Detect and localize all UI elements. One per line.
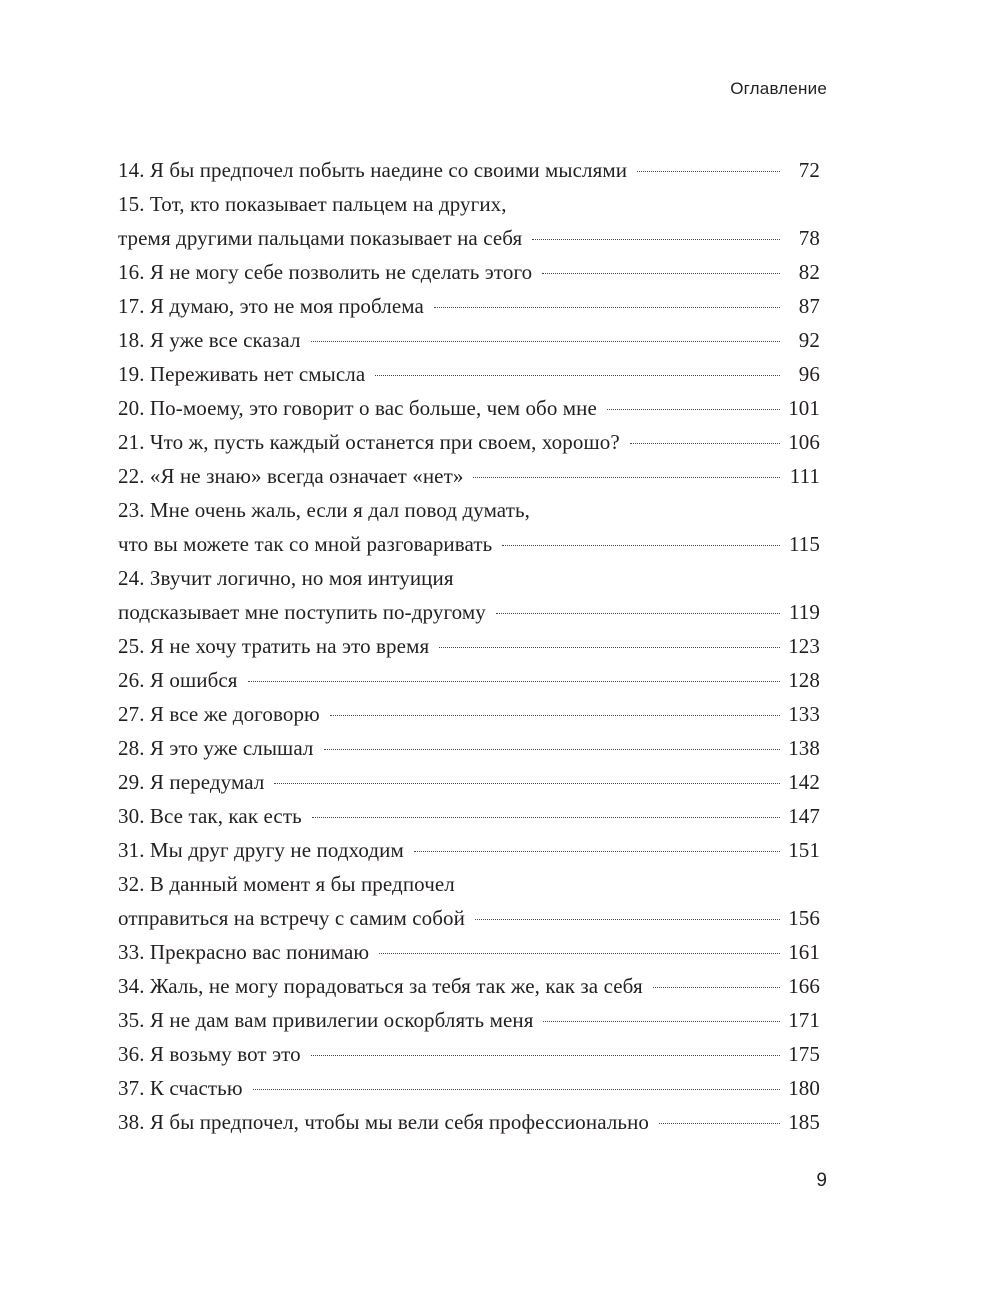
toc-entry-page: 133 — [788, 702, 820, 726]
toc-entry — [118, 867, 820, 935]
toc-entry-line — [118, 1105, 820, 1139]
toc-entry-line — [118, 1037, 820, 1071]
toc-entry — [118, 391, 820, 425]
toc-entry — [118, 561, 820, 629]
toc-entry — [118, 629, 820, 663]
toc-entry — [118, 357, 820, 391]
toc-entry — [118, 459, 820, 493]
toc-entry-page: 138 — [788, 736, 820, 760]
toc-entry-line — [118, 289, 820, 323]
toc-entry-page: 106 — [788, 430, 820, 454]
dot-leader — [653, 987, 780, 988]
dot-leader — [532, 239, 780, 240]
dot-leader — [248, 681, 780, 682]
toc-entry-page: 147 — [788, 804, 820, 828]
toc-entry-title: 16. Я не могу себе позволить не сделать этого — [118, 260, 533, 284]
dot-leader — [502, 545, 780, 546]
toc-entry-page: 82 — [798, 260, 820, 284]
running-head: Оглавление — [730, 79, 827, 98]
toc-entry-line — [118, 255, 820, 289]
toc-entry — [118, 765, 820, 799]
toc-entry-page: 142 — [788, 770, 820, 794]
toc-entry-title: 20. По-моему, это говорит о вас больше, чем обо мне — [118, 396, 597, 420]
toc-entry — [118, 1071, 820, 1105]
toc-entry — [118, 323, 820, 357]
dot-leader — [274, 783, 780, 784]
dot-leader — [607, 409, 780, 410]
dot-leader — [414, 851, 780, 852]
toc-entry-page: 115 — [788, 532, 820, 556]
toc-entry-line — [118, 969, 820, 1003]
dot-leader — [543, 1021, 780, 1022]
toc-entry — [118, 731, 820, 765]
toc-entry-title: что вы можете так со мной разговаривать — [118, 532, 493, 556]
toc-entry-line — [118, 663, 820, 697]
toc-entry-line — [118, 833, 820, 867]
dot-leader — [311, 341, 780, 342]
toc-entry-page: 185 — [788, 1110, 820, 1134]
toc-entry-title: 37. К счастью — [118, 1076, 243, 1100]
toc-entry-line — [118, 527, 820, 561]
toc-entry-title: 36. Я возьму вот это — [118, 1042, 301, 1066]
toc-entry-title: отправиться на встречу с самим собой — [118, 906, 465, 930]
dot-leader — [542, 273, 780, 274]
toc-entry-title: 29. Я передумал — [118, 770, 265, 794]
table-of-contents — [118, 153, 820, 1139]
dot-leader — [473, 477, 780, 478]
toc-entry — [118, 187, 820, 255]
toc-entry — [118, 425, 820, 459]
toc-entry-line — [118, 323, 820, 357]
toc-entry-line — [118, 153, 820, 187]
toc-entry-line — [118, 187, 820, 221]
toc-entry-page: 156 — [788, 906, 820, 930]
toc-entry-line — [118, 459, 820, 493]
toc-entry-title: 32. В данный момент я бы предпочел — [118, 872, 455, 896]
toc-entry-line — [118, 391, 820, 425]
toc-entry-title: 18. Я уже все сказал — [118, 328, 301, 352]
dot-leader — [630, 443, 780, 444]
toc-entry — [118, 1003, 820, 1037]
toc-entry-title: 14. Я бы предпочел побыть наедине со своими мыслями — [118, 158, 628, 182]
dot-leader — [330, 715, 780, 716]
dot-leader — [253, 1089, 780, 1090]
toc-entry-line — [118, 731, 820, 765]
toc-entry — [118, 663, 820, 697]
toc-entry — [118, 493, 820, 561]
toc-entry-title: 22. «Я не знаю» всегда означает «нет» — [118, 464, 464, 488]
toc-entry — [118, 255, 820, 289]
dot-leader — [475, 919, 780, 920]
toc-entry-line — [118, 697, 820, 731]
dot-leader — [637, 171, 780, 172]
toc-entry-line — [118, 867, 820, 901]
toc-entry-page: 166 — [788, 974, 820, 998]
toc-entry-line — [118, 765, 820, 799]
dot-leader — [324, 749, 780, 750]
toc-entry-line — [118, 357, 820, 391]
toc-entry-title: 34. Жаль, не могу порадоваться за тебя так же, как за себя — [118, 974, 643, 998]
toc-entry-title: 30. Все так, как есть — [118, 804, 302, 828]
dot-leader — [496, 613, 780, 614]
toc-entry-line — [118, 901, 820, 935]
toc-entry-page: 171 — [788, 1008, 820, 1032]
toc-entry-title: 17. Я думаю, это не моя проблема — [118, 294, 424, 318]
toc-entry-line — [118, 221, 820, 255]
toc-entry — [118, 799, 820, 833]
dot-leader — [659, 1123, 780, 1124]
toc-entry-page: 123 — [788, 634, 820, 658]
toc-entry-title: 27. Я все же договорю — [118, 702, 320, 726]
toc-entry-title: 38. Я бы предпочел, чтобы мы вели себя профессионально — [118, 1110, 650, 1134]
toc-entry-line — [118, 935, 820, 969]
toc-entry-page: 128 — [788, 668, 820, 692]
toc-entry-page: 72 — [798, 158, 820, 182]
toc-entry-page: 111 — [789, 464, 820, 488]
toc-entry-title: 21. Что ж, пусть каждый останется при своем, хорошо? — [118, 430, 620, 454]
toc-entry-title: 23. Мне очень жаль, если я дал повод думать, — [118, 498, 530, 522]
toc-entry-page: 78 — [798, 226, 820, 250]
toc-entry-line — [118, 1071, 820, 1105]
dot-leader — [434, 307, 780, 308]
toc-entry-title: 28. Я это уже слышал — [118, 736, 314, 760]
toc-entry-page: 96 — [798, 362, 820, 386]
dot-leader — [312, 817, 780, 818]
toc-entry-page: 92 — [798, 328, 820, 352]
dot-leader — [379, 953, 780, 954]
toc-entry-title: 35. Я не дам вам привилегии оскорблять меня — [118, 1008, 534, 1032]
toc-entry-page: 175 — [788, 1042, 820, 1066]
page-number: 9 — [816, 1170, 827, 1191]
toc-entry-line — [118, 425, 820, 459]
toc-entry-line — [118, 1003, 820, 1037]
toc-entry-line — [118, 561, 820, 595]
toc-entry-line — [118, 595, 820, 629]
dot-leader — [311, 1055, 780, 1056]
toc-entry-title: подсказывает мне поступить по-другому — [118, 600, 486, 624]
dot-leader — [375, 375, 780, 376]
toc-entry-line — [118, 629, 820, 663]
toc-entry — [118, 833, 820, 867]
toc-entry-title: 24. Звучит логично, но моя интуиция — [118, 566, 454, 590]
toc-entry-title: тремя другими пальцами показывает на себя — [118, 226, 523, 250]
toc-entry-title: 26. Я ошибся — [118, 668, 238, 692]
toc-entry-title: 31. Мы друг другу не подходим — [118, 838, 404, 862]
toc-entry — [118, 1037, 820, 1071]
toc-entry-page: 101 — [788, 396, 820, 420]
toc-entry-line — [118, 493, 820, 527]
toc-entry-page: 180 — [788, 1076, 820, 1100]
toc-entry-page: 119 — [788, 600, 820, 624]
toc-entry — [118, 153, 820, 187]
toc-entry-page: 151 — [788, 838, 820, 862]
toc-entry — [118, 697, 820, 731]
toc-entry-title: 19. Переживать нет смысла — [118, 362, 366, 386]
toc-entry-line — [118, 799, 820, 833]
toc-entry — [118, 969, 820, 1003]
dot-leader — [439, 647, 780, 648]
toc-entry-title: 33. Прекрасно вас понимаю — [118, 940, 370, 964]
toc-entry-title: 25. Я не хочу тратить на это время — [118, 634, 430, 658]
toc-entry-title: 15. Тот, кто показывает пальцем на других, — [118, 192, 507, 216]
toc-entry-page: 161 — [788, 940, 820, 964]
toc-entry — [118, 1105, 820, 1139]
toc-entry — [118, 289, 820, 323]
toc-entry-page: 87 — [798, 294, 820, 318]
toc-entry — [118, 935, 820, 969]
